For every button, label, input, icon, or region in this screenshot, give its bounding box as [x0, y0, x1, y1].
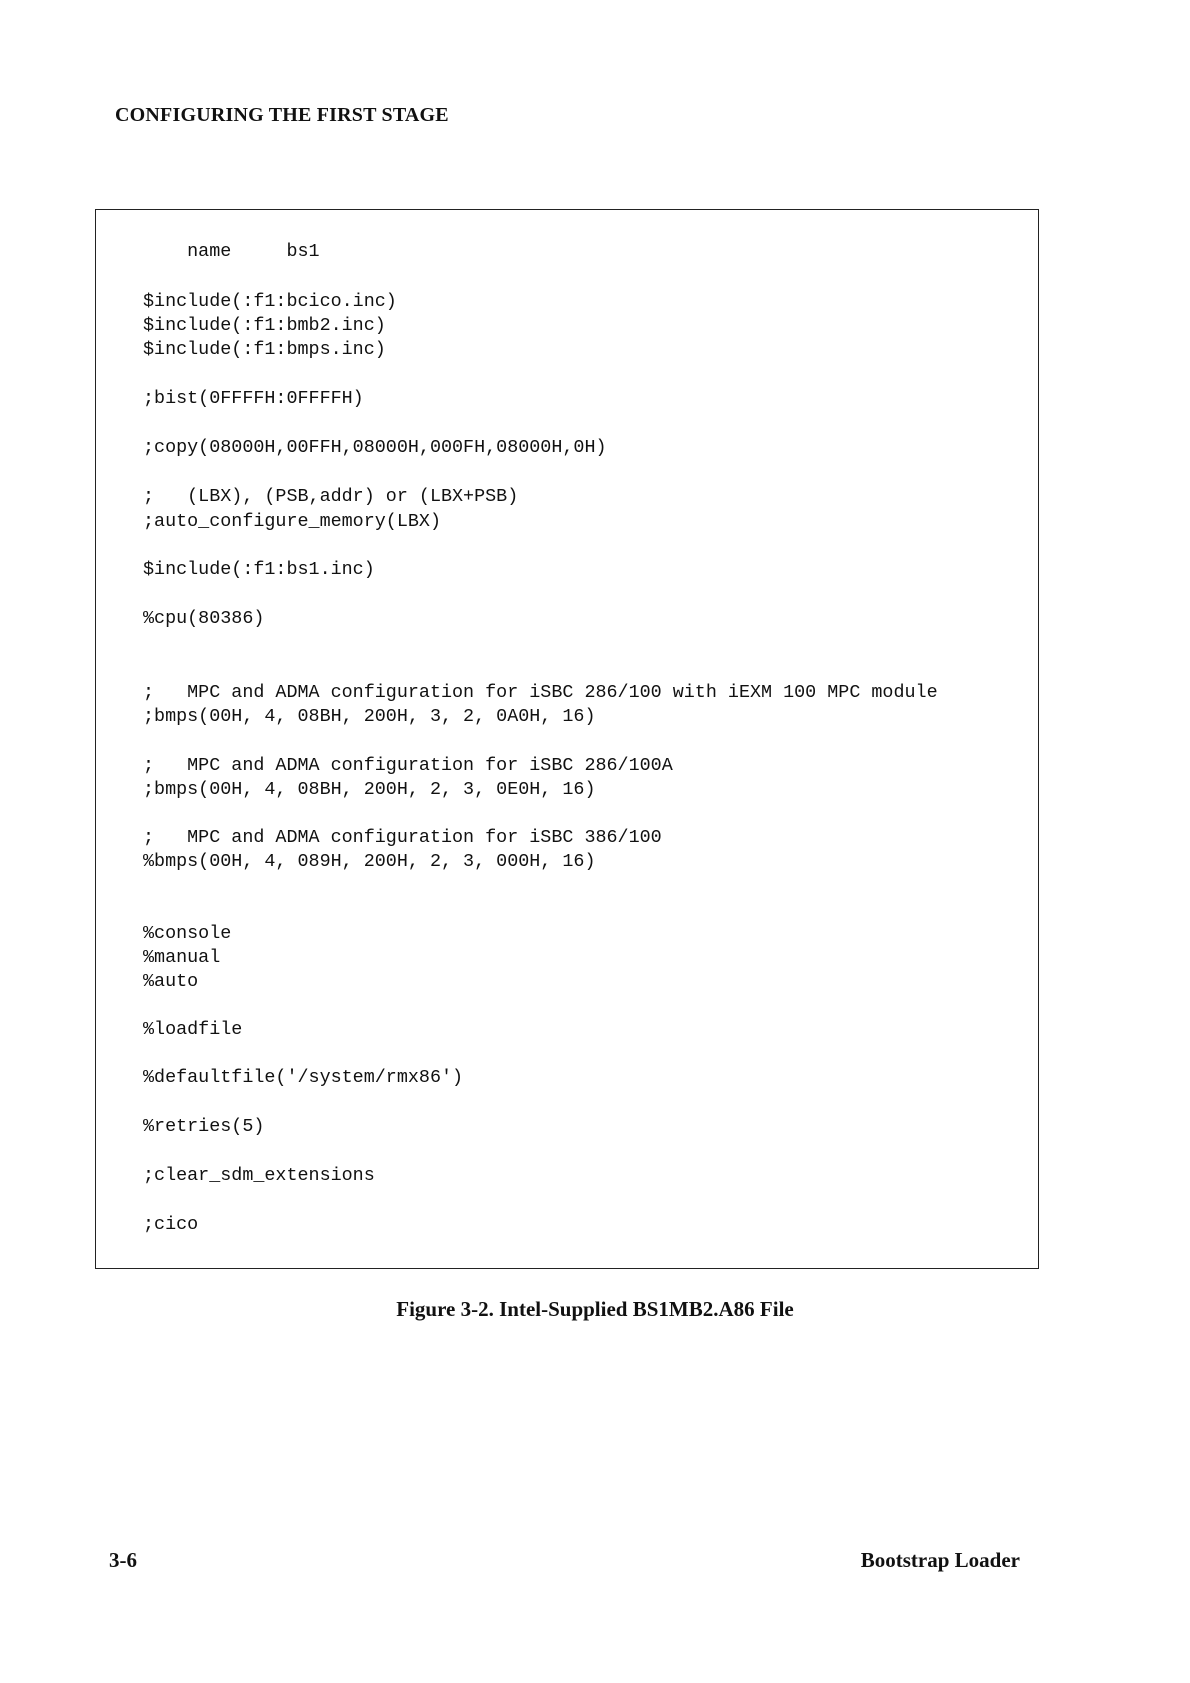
- code-line: %cpu(80386): [143, 608, 265, 629]
- code-line: ; MPC and ADMA configuration for iSBC 286/100 with iEXM 100 MPC module: [143, 682, 938, 703]
- code-line: $include(:f1:bs1.inc): [143, 559, 375, 580]
- code-listing-box: [95, 209, 1039, 1269]
- code-line: %retries(5): [143, 1116, 265, 1137]
- code-line: ;bmps(00H, 4, 08BH, 200H, 2, 3, 0E0H, 16): [143, 779, 596, 800]
- code-line: $include(:f1:bcico.inc): [143, 291, 397, 312]
- code-line: %bmps(00H, 4, 089H, 200H, 2, 3, 000H, 16): [143, 851, 596, 872]
- code-line: %auto: [143, 971, 199, 992]
- code-line: ;bmps(00H, 4, 08BH, 200H, 3, 2, 0A0H, 16): [143, 706, 596, 727]
- code-line: %defaultfile('/system/rmx86'): [143, 1067, 464, 1088]
- code-line: ;cico: [143, 1214, 199, 1235]
- code-line: %manual: [143, 947, 221, 968]
- code-line: %console: [143, 923, 232, 944]
- code-line: ; MPC and ADMA configuration for iSBC 286/100A: [143, 755, 673, 776]
- code-line: ;clear_sdm_extensions: [143, 1165, 375, 1186]
- code-line: $include(:f1:bmps.inc): [143, 339, 386, 360]
- code-line: $include(:f1:bmb2.inc): [143, 315, 386, 336]
- code-line: ;copy(08000H,00FFH,08000H,000FH,08000H,0H): [143, 437, 607, 458]
- code-line: ;auto_configure_memory(LBX): [143, 511, 441, 532]
- figure-caption: Figure 3-2. Intel-Supplied BS1MB2.A86 File: [396, 1297, 794, 1321]
- code-line: %loadfile: [143, 1019, 243, 1040]
- manual-title: Bootstrap Loader: [860, 1548, 1020, 1572]
- code-line: ;bist(0FFFFH:0FFFFH): [143, 388, 364, 409]
- code-line: ; MPC and ADMA configuration for iSBC 386/100: [143, 827, 662, 848]
- page-number: 3-6: [109, 1548, 137, 1572]
- code-line: ; (LBX), (PSB,addr) or (LBX+PSB): [143, 486, 519, 507]
- section-title: CONFIGURING THE FIRST STAGE: [115, 104, 449, 126]
- code-line: name bs1: [143, 241, 320, 262]
